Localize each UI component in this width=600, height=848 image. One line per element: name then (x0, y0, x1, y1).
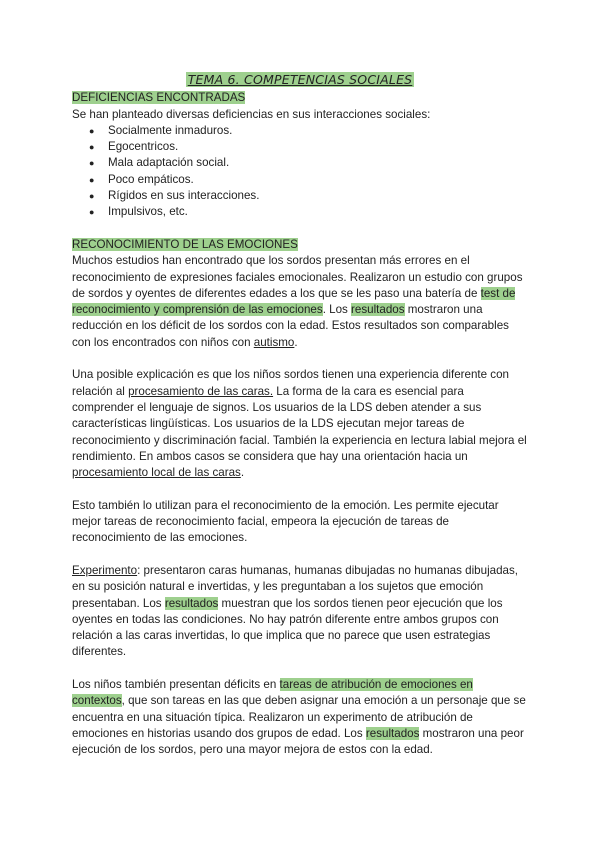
text-span: . (240, 466, 245, 480)
list-item: ● Impulsivos, etc. (108, 204, 528, 220)
text-span: . (294, 335, 298, 349)
paragraph-1 (72, 253, 528, 351)
text-span: Muchos estudios han encontrado que los sordos presentan más errores en el reconocimiento de expresiones faciales emocionales. Realizaron un estudio con grupos de sordos y oyentes de diferentes edades a los que se les paso una batería de (72, 254, 523, 300)
underline-procesamiento-caras: procesamiento de las caras. (128, 384, 274, 398)
list-item: ● Rígidos en sus interacciones. (108, 188, 528, 204)
highlight-test-reconocimiento: test de reconocimiento y comprensión de las emociones (72, 286, 516, 317)
text-span: Los niños también presentan déficits en (72, 677, 280, 691)
highlight-resultados: resultados (164, 596, 219, 610)
title-wrap (72, 72, 528, 89)
text-span: La forma de la cara es esencial para comprender el lenguaje de signos. Los usuarios de la LDS deben atender a sus características lingüísticas. Los usuarios de la LDS ejecutan mejor tareas de reconocimiento y discriminación facial. También la experiencia en lectura labial mejora el rendimiento. En ambos casos se considera que hay una orientación hacia un (72, 384, 527, 463)
list-item: ● Mala adaptación social. (108, 155, 528, 171)
paragraph-2 (72, 367, 528, 481)
deficiencias-list (72, 123, 528, 221)
paragraph-3: Esto también lo utilizan para el reconocimiento de la emoción. Les permite ejecutar mejor tareas de reconocimiento facial, empeora la ejecución de tareas de reconocimiento de las emociones. (72, 498, 499, 545)
text-span: , que son tareas en las que deben asignar una emoción a un personaje que se encuentra en una situación típica. Realizaron un experimento de atribución de emociones en historias usando dos grupos de edad. Los (72, 694, 526, 740)
list-item: ● Poco empáticos. (108, 172, 528, 188)
text-span: mostraron una reducción en los déficit de los sordos con la edad. Estos resultados son comparables con los encontrados con niños con (72, 303, 509, 349)
highlight-tareas-atribucion: tareas de atribución de emociones en contextos (72, 677, 473, 708)
underline-autismo: autismo (253, 335, 295, 349)
underline-procesamiento-local: procesamiento local de las caras (72, 466, 241, 480)
list-item: ● Socialmente inmaduros. (108, 123, 528, 139)
list-item: ● Egocentricos. (108, 139, 528, 155)
text-span: . Los (322, 303, 352, 317)
paragraph-4 (72, 563, 528, 661)
section-deficiencias (72, 90, 528, 220)
document-content (72, 72, 528, 758)
page-title: TEMA 6. COMPETENCIAS SOCIALES (187, 72, 413, 87)
text-span: mostraron una peor ejecución de los sordos, pero una mayor mejora de estos con la edad. (72, 726, 524, 757)
section-heading-reconocimiento: RECONOCIMIENTO DE LAS EMOCIONES (72, 237, 298, 251)
section-reconocimiento (72, 237, 528, 759)
text-span: : presentaron caras humanas, humanas dibujadas no humanas dibujadas, en su posición natural e invertidas, y les preguntaban a los sujetos que emoción presentaban. Los (72, 563, 519, 610)
deficiencias-intro: Se han planteado diversas deficiencias en sus interacciones sociales: (72, 107, 431, 121)
underline-experimento: Experimento (72, 563, 138, 577)
paragraph-5 (72, 677, 528, 758)
text-span: Una posible explicación es que los niños sordos tienen una experiencia diferente con relación al (72, 368, 509, 398)
highlight-resultados: resultados (351, 303, 405, 317)
section-heading-deficiencias: DEFICIENCIAS ENCONTRADAS (72, 91, 246, 105)
highlight-resultados: resultados (365, 726, 420, 740)
text-span: muestran que los sordos tienen peor ejecución que los oyentes en todas las condiciones. No hay patrón diferente entre ambos grupos con relación a las caras invertidas, lo que implica que no parece que usen estrategias diferentes. (72, 596, 503, 659)
